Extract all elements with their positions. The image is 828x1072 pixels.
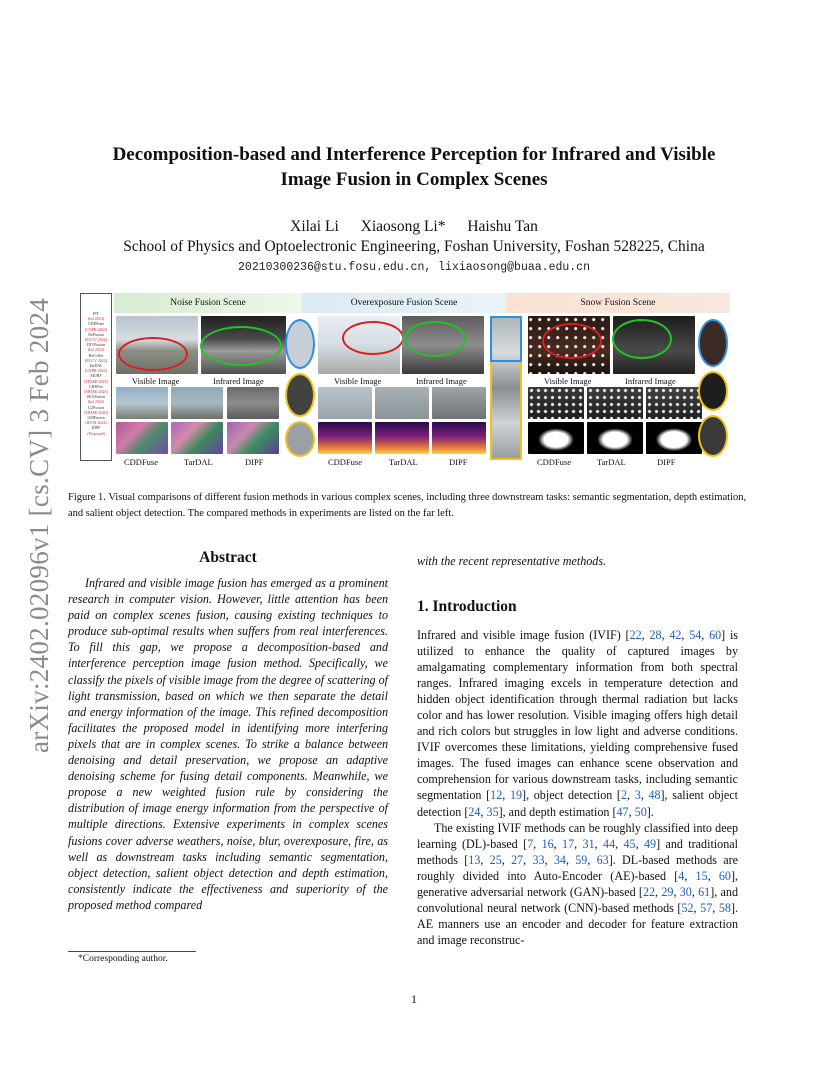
noise-segmentation-3 (227, 422, 279, 454)
legend-line: UMFusion (87, 415, 105, 421)
method-legend (80, 293, 112, 461)
citation-link[interactable]: 58 (718, 900, 731, 915)
citation-link[interactable]: 59 (575, 852, 588, 867)
citation-link[interactable]: 47 (616, 804, 629, 819)
citation-link[interactable]: 22 (642, 884, 656, 899)
legend-line: DIVFusion (86, 342, 105, 348)
overexposure-infrared-label: Infrared Image (416, 376, 467, 386)
citation-link[interactable]: 13 (468, 852, 481, 867)
snow-method-1: CDDFuse (537, 457, 572, 467)
citation-link[interactable]: 28 (649, 628, 662, 642)
citation-link[interactable]: 2 (620, 788, 628, 803)
citation-link[interactable]: 34 (553, 852, 566, 867)
overexposure-detection-2 (375, 387, 429, 419)
noise-detection-3 (227, 387, 279, 419)
legend-line: CDDFuse (87, 321, 104, 327)
citation-link[interactable]: 33 (532, 852, 545, 867)
legend-line: (ECCV 2022) (84, 357, 108, 363)
snow-visible-label: Visible Image (544, 376, 592, 386)
snow-crop-yellow (698, 371, 728, 411)
citation-link[interactable]: 4 (678, 868, 685, 883)
legend-line: (CVPR 2023) (84, 326, 108, 332)
snow-saliency-2 (587, 422, 643, 454)
legend-line: (Inf 2022) (87, 399, 105, 405)
abstract-section (68, 549, 388, 913)
noise-visible-label: Visible Image (132, 376, 180, 386)
noise-segmentation-2 (171, 422, 223, 454)
legend-line: (Inf 2023) (87, 316, 105, 322)
citation-link[interactable]: 63 (596, 852, 609, 867)
snow-crop-blue (698, 319, 728, 367)
overexposure-infrared-highlight (404, 321, 466, 357)
overexposure-method-3: DIPF (449, 457, 468, 467)
legend-line: (TPAMI 2020) (84, 409, 108, 415)
citation-link[interactable]: 44 (603, 836, 616, 851)
citation-link[interactable]: 17 (562, 836, 575, 851)
overexposure-method-1: CDDFuse (328, 457, 363, 467)
legend-line: SEAFusion (86, 394, 106, 400)
abstract-heading: Abstract (199, 549, 257, 566)
footnote-rule (68, 951, 196, 952)
noise-infrared-label: Infrared Image (213, 376, 264, 386)
author-1: Xilai Li (290, 218, 339, 235)
legend-line: DIPF (91, 425, 101, 431)
snow-method-2: TarDAL (597, 457, 626, 467)
citation-link[interactable]: 16 (541, 836, 554, 851)
noise-detection-1 (116, 387, 168, 419)
legend-line: TarDAL (89, 363, 103, 369)
arxiv-stamp (20, 295, 60, 755)
figure-caption: Figure 1. Visual comparisons of different fusion methods in various complex scenes, including three downstream tasks: semantic segmentation, depth estimation, and salient object detection. The compared methods in experiments are listed on the far left. (68, 492, 747, 519)
citation-link[interactable]: 22 (629, 628, 642, 642)
legend-line: MURF (90, 373, 102, 379)
author-emails: 20210300236@stu.fosu.edu.cn, lixiaosong@buaa.edu.cn (238, 261, 590, 274)
introduction-paragraph-1: Infrared and visible image fusion (IVIF) [22, 28, 42, 54, 60] is utilized to enhance the quality of captured images by amalgamating complementary information from both spectral ranges. Infrared imaging excels in temperature detection and hidden object identification through thermal radiation but lacks color and has lower resolution. Visible imaging offers high detail and rich colors but struggles in low light and adverse conditions. IVIF overcomes these limitations, yielding comprehensive fused images. The fused images can enhance scene observation and comprehension for various downstream tasks, including semantic segmentation [12, 19], object detection [2, 3, 48], salient object detection [24, 35], and depth estimation [47, 50]. (417, 628, 739, 819)
footnote: *Corresponding author. (78, 954, 168, 964)
citation-link[interactable]: 24 (468, 804, 481, 819)
title-line-1: Decomposition-based and Interference Perception for Infrared and Visible (112, 144, 716, 165)
author-list (60, 218, 768, 236)
overexposure-method-2: TarDAL (389, 457, 418, 467)
noise-infrared-highlight (200, 326, 282, 366)
paper-title (60, 142, 768, 192)
citation-link[interactable]: 35 (486, 804, 499, 819)
scene-header-snow: Snow Fusion Scene (506, 293, 730, 313)
citation-link[interactable]: 27 (511, 852, 524, 867)
snow-visible-highlight (542, 323, 602, 359)
citation-link[interactable]: 60 (709, 628, 722, 642)
overexposure-crop-yellow (285, 373, 315, 417)
author-2: Xiaosong Li* (360, 218, 446, 235)
snow-detection-1 (528, 387, 584, 419)
page-number: 1 (411, 992, 417, 1006)
overexposure-crop-strip-blue (490, 316, 522, 362)
introduction-paragraph-2: The existing IVIF methods can be roughly classified into deep learning (DL)-based [7, 16, 17, 31, 44, 45, 49] and traditional methods [13, 25, 27, 33, 34, 59, 63]. DL-based methods are roughly divided into Auto-Encoder (AE)-based [4, 15, 60], generative adversarial network (GAN)-based [22, 29, 30, 61], and convolutional neural network (CNN)-based methods [52, 57, 58]. AE manners use an encoder and decoder for feature extraction and image reconstruc- (417, 820, 739, 947)
overexposure-visible-highlight (342, 321, 404, 355)
citation-link[interactable]: 7 (527, 836, 534, 851)
snow-crop-yellow-2 (698, 415, 728, 457)
legend-line: (TPAMI 2023) (84, 389, 108, 395)
snow-saliency-1 (528, 422, 584, 454)
legend-line: (Inf 2023) (87, 347, 105, 353)
legend-line: (Proposed) (87, 430, 105, 436)
citation-link[interactable]: 45 (623, 836, 636, 851)
citation-link[interactable]: 57 (700, 900, 713, 915)
citation-link[interactable]: 48 (648, 788, 661, 803)
citation-link[interactable]: 49 (643, 836, 657, 851)
overexposure-depth-1 (318, 422, 372, 454)
snow-detection-3 (646, 387, 702, 419)
affiliation: School of Physics and Optoelectronic Engineering, Foshan University, Foshan 528225, China (123, 238, 705, 255)
legend-line: (TPAMI 2023) (84, 378, 108, 384)
noise-method-2: TarDAL (184, 457, 213, 467)
introduction-body (417, 627, 738, 948)
legend-line: PIT (93, 311, 99, 316)
citation-link[interactable]: 61 (698, 884, 711, 899)
legend-line: (ECCV 2022) (84, 337, 108, 343)
legend-line: (CVPR 2022) (84, 368, 108, 374)
snow-detection-2 (587, 387, 643, 419)
abstract-continuation: with the recent representative methods. (417, 554, 607, 568)
noise-method-1: CDDFuse (124, 457, 159, 467)
citation-link[interactable]: 52 (681, 900, 694, 915)
figure-1 (80, 293, 730, 468)
citation-link[interactable]: 25 (489, 852, 502, 867)
legend-line: LRRNet (89, 383, 103, 389)
snow-saliency-3 (646, 422, 702, 454)
legend-line: U2Fusion (88, 404, 104, 410)
introduction-heading: 1. Introduction (417, 598, 517, 615)
citation-link[interactable]: 29 (661, 884, 674, 899)
citation-link[interactable]: 19 (509, 788, 523, 803)
noise-detection-2 (171, 387, 223, 419)
citation-link[interactable]: 31 (582, 836, 595, 851)
citation-link[interactable]: 54 (689, 628, 702, 642)
citation-link[interactable]: 15 (695, 868, 708, 883)
snow-infrared-label: Infrared Image (625, 376, 676, 386)
overexposure-crop-blue (285, 319, 315, 369)
abstract-body: Infrared and visible image fusion has emerged as a prominent research in computer vision. However, little attention has been paid on complex scenes fusion, causing existing techniques to produce sub-optimal results when suffers from real interferences. To fill this gap, we propose a decomposition-based and interference perception image fusion method. Specifically, we classify the pixels of visible image from the degree of scattering of light transmission, based on which we then separate the detail and energy information of the image. This refined decomposition facilitates the proposed model in identifying more interfering pixels that are in complex scenes. To strike a balance between denoising and detail preservation, we propose an adaptive denoising scheme for fusing detail components. Meanwhile, we propose a new weighted fusion rule by considering the distribution of image energy information from the perspective of multiple directions. Extensive experiments in complex scenes fusions cover adverse weathers, noise, blur, overexposure, fire, as well as downstream tasks including semantic segmentation, object detection, salient object detection and depth estimation, consistently indicate the effectiveness and superiority of the proposed method compared (68, 576, 388, 912)
legend-line: (IJCAI 2022) (85, 420, 107, 426)
title-line-2: Image Fusion in Complex Scenes (280, 169, 548, 190)
legend-line: ReCoNet (88, 352, 104, 358)
legend-line: DeFusion (88, 331, 104, 337)
overexposure-depth-2 (375, 422, 429, 454)
snow-infrared-highlight (612, 319, 672, 359)
scene-header-overexposure: Overexposure Fusion Scene (302, 293, 506, 313)
noise-visible-highlight (118, 337, 188, 371)
noise-segmentation-1 (116, 422, 168, 454)
author-3: Haishu Tan (467, 218, 538, 235)
citation-link[interactable]: 12 (490, 788, 503, 803)
scene-header-noise: Noise Fusion Scene (114, 293, 302, 313)
overexposure-detection-3 (432, 387, 486, 419)
citation-link[interactable]: 42 (669, 628, 682, 642)
citation-link[interactable]: 3 (634, 788, 641, 803)
overexposure-depth-3 (432, 422, 486, 454)
overexposure-crop-yellow-2 (285, 421, 315, 457)
citation-link[interactable]: 60 (718, 868, 731, 883)
arxiv-stamp-text: arXiv:2402.02096v1 [cs.CV] 3 Feb 2024 (24, 297, 55, 753)
citation-link[interactable]: 50 (634, 804, 647, 819)
snow-method-3: DIPF (657, 457, 676, 467)
overexposure-visible-label: Visible Image (334, 376, 382, 386)
noise-method-3: DIPF (245, 457, 264, 467)
overexposure-detection-1 (318, 387, 372, 419)
citation-link[interactable]: 30 (679, 884, 692, 899)
